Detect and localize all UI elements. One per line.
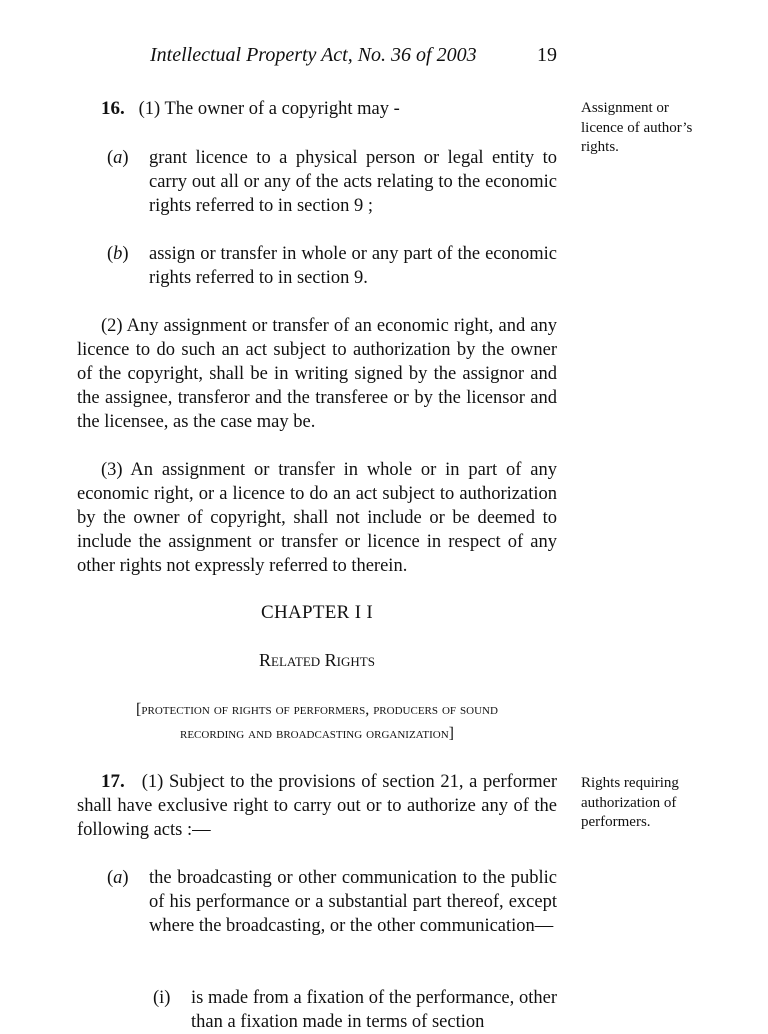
chapter-title: Related Rights	[259, 650, 375, 670]
margin-note-section-16: Assignment or licence of author’s rights.	[581, 100, 693, 155]
section-17-number: 17.	[101, 771, 125, 792]
clause-16-a-label: (a)	[107, 148, 129, 168]
page-number: 19	[537, 44, 557, 66]
section-17-lead-text: (1) Subject to the provisions of section 21, a performer shall have exclusive right to carry out or to authorize any of the following acts :—	[77, 772, 557, 840]
section-17-lead	[77, 770, 557, 842]
margin-note-section-17: Rights requiring authorization of performers.	[581, 775, 679, 830]
chapter-subtitle-line-1: [protection of rights of performers, producers of sound	[136, 701, 498, 718]
section-16-subsection-2: (2) Any assignment or transfer of an economic right, and any licence to do such an act subject to authorization by the owner of the copyright, shall be in writing signed by the assignor and the assignee, transferor and the transferee or by the licensor and the licensee, as the case may be.	[77, 316, 557, 432]
clause-17-a-label: (a)	[107, 868, 129, 888]
clause-17-a-text: the broadcasting or other communication to the public of his performance or a substantial part thereof, except where the broadcasting, or the other communication—	[149, 868, 557, 936]
section-16-number: 16.	[101, 98, 125, 119]
section-16-lead	[77, 97, 557, 121]
running-header-title: Intellectual Property Act, No. 36 of 2003	[150, 44, 477, 66]
clause-17-a-i-text: is made from a fixation of the performance, other than a fixation made in terms of section	[191, 988, 557, 1032]
clause-17-a-i-label: (i)	[153, 988, 171, 1008]
clause-16-b-label: (b)	[107, 244, 129, 264]
section-16-subsection-3: (3) An assignment or transfer in whole or in part of any economic right, or a licence to do an act subject to authorization by the owner of copyright, shall not include or be deemed to include the assignment or transfer or licence in respect of any other rights not expressly referred to therein.	[77, 460, 557, 576]
chapter-heading: CHAPTER I I	[260, 602, 374, 623]
chapter-subtitle-line-2: recording and broadcasting organization]	[180, 725, 454, 742]
clause-16-a-text: grant licence to a physical person or legal entity to carry out all or any of the acts relating to the economic rights referred to in section 9 ;	[149, 148, 557, 216]
clause-16-b-text: assign or transfer in whole or any part of the economic rights referred to in section 9.	[149, 244, 557, 288]
section-16-lead-text: (1) The owner of a copyright may -	[138, 99, 400, 119]
